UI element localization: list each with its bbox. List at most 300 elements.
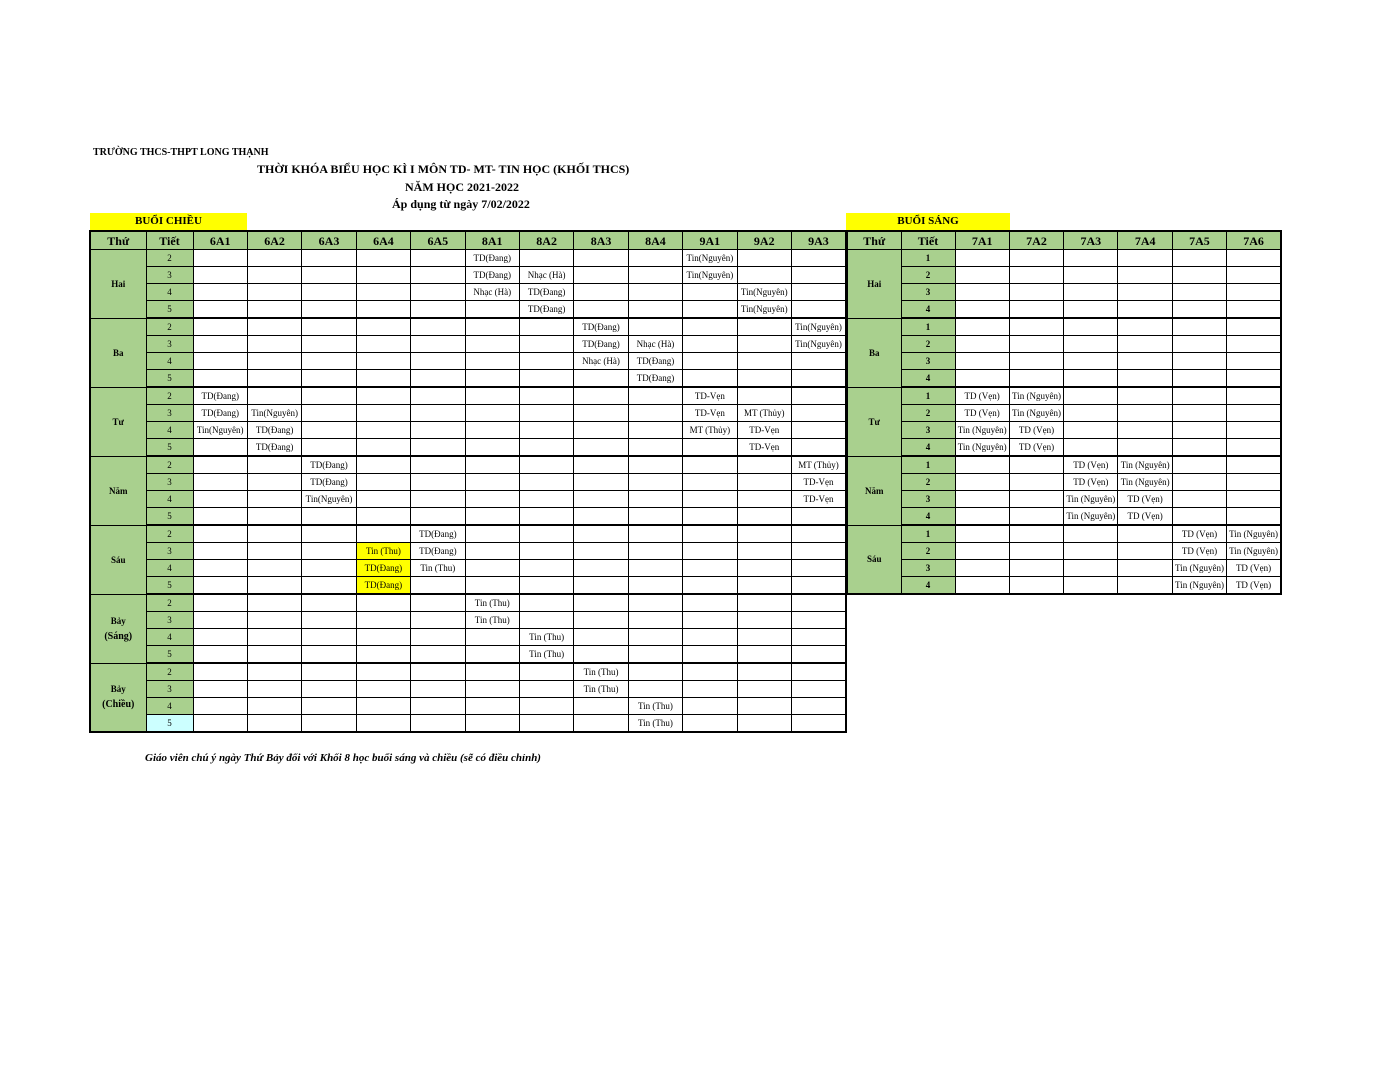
schedule-cell xyxy=(737,560,791,577)
timetable-row xyxy=(847,267,1281,284)
period-cell: 3 xyxy=(146,336,193,353)
schedule-cell: TD(Đang) xyxy=(628,353,682,370)
timetable-row xyxy=(90,508,846,526)
schedule-cell xyxy=(791,508,846,526)
column-header: 8A2 xyxy=(519,231,573,250)
schedule-cell xyxy=(628,594,682,612)
schedule-cell xyxy=(1172,422,1226,439)
schedule-cell: TD(Đang) xyxy=(465,250,519,267)
schedule-cell xyxy=(955,560,1009,577)
schedule-cell xyxy=(1064,422,1118,439)
column-header: 7A5 xyxy=(1172,231,1226,250)
schedule-cell xyxy=(465,715,519,733)
schedule-cell xyxy=(683,594,737,612)
timetable-row xyxy=(90,491,846,508)
schedule-cell xyxy=(791,594,846,612)
schedule-cell: Tin(Nguyên) xyxy=(302,491,356,508)
schedule-cell xyxy=(465,387,519,405)
schedule-cell xyxy=(247,336,301,353)
day-name: Ba xyxy=(868,347,880,358)
schedule-cell xyxy=(1172,267,1226,284)
day-cell xyxy=(90,387,146,456)
column-header: Thứ xyxy=(847,231,901,250)
schedule-cell xyxy=(628,508,682,526)
schedule-cell xyxy=(791,422,846,439)
timetable-row xyxy=(847,560,1281,577)
schedule-cell xyxy=(411,681,465,698)
schedule-cell xyxy=(737,663,791,681)
schedule-cell: Nhạc (Hà) xyxy=(574,353,628,370)
timetable-row xyxy=(90,681,846,698)
column-header: 9A3 xyxy=(791,231,846,250)
schedule-cell: TD (Vẹn) xyxy=(955,387,1009,405)
schedule-cell: TD (Vẹn) xyxy=(1172,525,1226,543)
schedule-cell xyxy=(247,560,301,577)
schedule-cell xyxy=(247,474,301,491)
timetable-row xyxy=(847,525,1281,543)
schedule-cell xyxy=(519,525,573,543)
schedule-cell xyxy=(465,508,519,526)
schedule-cell: MT (Thủy) xyxy=(791,456,846,474)
timetable-row xyxy=(90,370,846,388)
schedule-cell xyxy=(683,698,737,715)
schedule-cell xyxy=(356,612,410,629)
schedule-cell xyxy=(247,456,301,474)
schedule-cell: Tin (Nguyên) xyxy=(955,439,1009,457)
period-cell: 4 xyxy=(146,560,193,577)
schedule-cell xyxy=(791,439,846,457)
schedule-cell xyxy=(193,681,247,698)
schedule-cell xyxy=(302,267,356,284)
schedule-cell xyxy=(247,543,301,560)
schedule-cell xyxy=(737,698,791,715)
schedule-cell xyxy=(193,629,247,646)
schedule-cell: Tin(Nguyên) xyxy=(193,422,247,439)
schedule-cell xyxy=(628,456,682,474)
timetable-row xyxy=(90,284,846,301)
schedule-cell: TD-Vẹn xyxy=(791,474,846,491)
schedule-cell xyxy=(411,301,465,319)
schedule-cell xyxy=(791,284,846,301)
schedule-cell xyxy=(1172,508,1226,526)
schedule-cell xyxy=(574,715,628,733)
schedule-cell xyxy=(519,594,573,612)
schedule-cell xyxy=(791,715,846,733)
schedule-cell: TD(Đang) xyxy=(356,560,410,577)
schedule-cell: Tin(Nguyên) xyxy=(791,336,846,353)
schedule-cell xyxy=(193,250,247,267)
schedule-cell xyxy=(356,318,410,336)
schedule-cell: Tin (Thu) xyxy=(628,698,682,715)
timetable-row xyxy=(847,439,1281,457)
schedule-cell: TD(Đang) xyxy=(574,318,628,336)
schedule-cell xyxy=(302,594,356,612)
schedule-cell xyxy=(574,301,628,319)
day-cell xyxy=(847,250,901,319)
schedule-cell xyxy=(1064,370,1118,388)
schedule-cell xyxy=(356,525,410,543)
schedule-cell xyxy=(465,422,519,439)
schedule-cell xyxy=(519,491,573,508)
schedule-cell xyxy=(628,422,682,439)
timetable-row xyxy=(90,543,846,560)
schedule-cell: TD (Vẹn) xyxy=(1064,474,1118,491)
schedule-cell xyxy=(193,474,247,491)
schedule-cell xyxy=(302,353,356,370)
schedule-cell xyxy=(302,543,356,560)
schedule-cell xyxy=(411,405,465,422)
schedule-cell xyxy=(1009,353,1063,370)
schedule-cell xyxy=(1064,336,1118,353)
schedule-cell xyxy=(628,250,682,267)
schedule-cell xyxy=(737,612,791,629)
schedule-cell xyxy=(247,663,301,681)
schedule-cell: Tin(Nguyên) xyxy=(737,284,791,301)
schedule-cell: TD(Đang) xyxy=(411,525,465,543)
period-cell: 4 xyxy=(146,698,193,715)
schedule-cell xyxy=(1064,560,1118,577)
schedule-cell xyxy=(1009,456,1063,474)
schedule-cell: TD(Đang) xyxy=(411,543,465,560)
schedule-cell xyxy=(683,560,737,577)
schedule-cell xyxy=(247,318,301,336)
schedule-cell xyxy=(683,525,737,543)
schedule-cell xyxy=(1064,267,1118,284)
schedule-cell xyxy=(519,405,573,422)
schedule-cell: Tin (Nguyên) xyxy=(1009,405,1063,422)
schedule-cell xyxy=(683,318,737,336)
schedule-cell xyxy=(302,250,356,267)
period-cell: 1 xyxy=(901,387,955,405)
schedule-cell xyxy=(193,663,247,681)
day-cell xyxy=(847,456,901,525)
schedule-cell xyxy=(465,543,519,560)
schedule-cell xyxy=(737,577,791,595)
schedule-cell xyxy=(247,250,301,267)
schedule-cell xyxy=(1227,284,1281,301)
timetable-row xyxy=(90,612,846,629)
schedule-cell xyxy=(574,491,628,508)
schedule-cell xyxy=(519,422,573,439)
schedule-cell: TD (Vẹn) xyxy=(1009,422,1063,439)
timetable-row xyxy=(90,629,846,646)
schedule-cell xyxy=(574,370,628,388)
schedule-cell xyxy=(302,422,356,439)
schedule-cell: Tin (Thu) xyxy=(356,543,410,560)
schedule-cell xyxy=(1172,405,1226,422)
schedule-cell: TD(Đang) xyxy=(519,301,573,319)
schedule-cell xyxy=(737,491,791,508)
schedule-cell xyxy=(1064,439,1118,457)
timetable-row xyxy=(90,594,846,612)
schedule-cell: Tin (Nguyên) xyxy=(1064,491,1118,508)
day-name: Tư xyxy=(112,416,124,427)
schedule-cell xyxy=(574,250,628,267)
schedule-cell: Tin (Nguyên) xyxy=(1172,560,1226,577)
schedule-cell xyxy=(955,525,1009,543)
schedule-cell xyxy=(1064,250,1118,267)
schedule-cell xyxy=(519,698,573,715)
schedule-cell xyxy=(628,491,682,508)
schedule-cell xyxy=(247,267,301,284)
schedule-cell xyxy=(791,681,846,698)
schedule-cell xyxy=(683,663,737,681)
schedule-cell xyxy=(628,646,682,664)
timetable-row xyxy=(90,267,846,284)
schedule-cell xyxy=(247,629,301,646)
schedule-cell xyxy=(356,715,410,733)
schedule-cell xyxy=(193,560,247,577)
schedule-cell xyxy=(628,612,682,629)
schedule-cell xyxy=(519,387,573,405)
day-cell xyxy=(90,525,146,594)
schedule-cell xyxy=(574,560,628,577)
schedule-cell xyxy=(683,646,737,664)
period-cell: 3 xyxy=(146,405,193,422)
schedule-cell xyxy=(193,577,247,595)
schedule-cell xyxy=(574,612,628,629)
day-name: Sáu xyxy=(110,554,126,565)
schedule-cell xyxy=(193,715,247,733)
schedule-cell xyxy=(737,387,791,405)
schedule-cell xyxy=(1172,250,1226,267)
schedule-cell: TD (Vẹn) xyxy=(1009,439,1063,457)
timetable-row xyxy=(847,250,1281,267)
schedule-cell xyxy=(1118,525,1172,543)
schedule-cell xyxy=(628,284,682,301)
schedule-cell xyxy=(193,318,247,336)
day-name: Hai xyxy=(867,278,882,289)
schedule-cell xyxy=(519,439,573,457)
column-header: 9A1 xyxy=(683,231,737,250)
period-cell: 4 xyxy=(146,422,193,439)
schedule-cell xyxy=(247,284,301,301)
timetable-row xyxy=(90,646,846,664)
schedule-cell xyxy=(356,370,410,388)
schedule-cell: Tin (Thu) xyxy=(411,560,465,577)
schedule-cell xyxy=(411,612,465,629)
day-cell xyxy=(90,456,146,525)
period-cell: 4 xyxy=(901,577,955,595)
schedule-cell xyxy=(955,284,1009,301)
schedule-cell xyxy=(1064,543,1118,560)
schedule-cell xyxy=(356,663,410,681)
schedule-cell xyxy=(683,301,737,319)
schedule-cell xyxy=(302,560,356,577)
timetable-row xyxy=(847,353,1281,370)
schedule-cell xyxy=(1172,353,1226,370)
period-cell: 5 xyxy=(146,370,193,388)
schedule-cell xyxy=(683,456,737,474)
timetable-header-row xyxy=(847,231,1281,250)
schedule-cell xyxy=(302,301,356,319)
schedule-cell xyxy=(356,353,410,370)
schedule-cell: Tin (Nguyên) xyxy=(1118,474,1172,491)
schedule-cell xyxy=(465,698,519,715)
schedule-cell: TD-Vẹn xyxy=(683,387,737,405)
schedule-cell xyxy=(574,646,628,664)
period-cell: 2 xyxy=(146,250,193,267)
schedule-cell xyxy=(1064,353,1118,370)
schedule-cell xyxy=(1009,301,1063,319)
schedule-cell xyxy=(1064,405,1118,422)
schedule-cell xyxy=(737,353,791,370)
schedule-cell: Tin(Nguyên) xyxy=(683,267,737,284)
period-cell: 2 xyxy=(901,543,955,560)
schedule-cell xyxy=(574,508,628,526)
schedule-cell: Tin(Nguyên) xyxy=(791,318,846,336)
schedule-cell xyxy=(302,387,356,405)
schedule-cell xyxy=(1118,543,1172,560)
schedule-cell xyxy=(519,336,573,353)
schedule-cell xyxy=(1172,301,1226,319)
schedule-cell xyxy=(955,370,1009,388)
schedule-cell xyxy=(1227,370,1281,388)
schedule-cell xyxy=(683,629,737,646)
schedule-cell xyxy=(1172,284,1226,301)
schedule-cell: TD(Đang) xyxy=(247,439,301,457)
timetable-row xyxy=(90,663,846,681)
schedule-cell: TD(Đang) xyxy=(574,336,628,353)
schedule-cell xyxy=(247,353,301,370)
schedule-cell xyxy=(955,456,1009,474)
schedule-cell xyxy=(737,646,791,664)
column-header: 7A3 xyxy=(1064,231,1118,250)
day-name: Hai xyxy=(111,278,126,289)
timetable-row xyxy=(847,577,1281,595)
schedule-cell xyxy=(791,612,846,629)
schedule-cell xyxy=(411,422,465,439)
schedule-cell xyxy=(356,646,410,664)
schedule-cell xyxy=(1009,474,1063,491)
schedule-cell xyxy=(247,698,301,715)
schedule-cell xyxy=(1227,353,1281,370)
schedule-cell xyxy=(1172,491,1226,508)
column-header: Tiết xyxy=(146,231,193,250)
timetable-row xyxy=(847,318,1281,336)
column-header: 6A3 xyxy=(302,231,356,250)
schedule-cell xyxy=(1227,422,1281,439)
schedule-cell xyxy=(356,422,410,439)
schedule-cell xyxy=(411,646,465,664)
schedule-cell xyxy=(683,439,737,457)
schedule-cell xyxy=(628,474,682,491)
schedule-cell xyxy=(574,405,628,422)
schedule-cell xyxy=(247,387,301,405)
schedule-cell xyxy=(302,508,356,526)
period-cell: 2 xyxy=(901,474,955,491)
schedule-cell xyxy=(356,456,410,474)
period-cell: 2 xyxy=(146,318,193,336)
column-header: 9A2 xyxy=(737,231,791,250)
schedule-cell xyxy=(193,698,247,715)
timetable-row xyxy=(847,370,1281,388)
period-cell: 3 xyxy=(146,543,193,560)
schedule-cell xyxy=(1118,422,1172,439)
schedule-cell xyxy=(628,577,682,595)
timetable-row xyxy=(90,353,846,370)
schedule-cell xyxy=(519,370,573,388)
schedule-cell xyxy=(411,594,465,612)
schedule-cell xyxy=(791,698,846,715)
day-cell xyxy=(90,318,146,387)
schedule-cell xyxy=(247,491,301,508)
timetable-header-row xyxy=(90,231,846,250)
schedule-cell xyxy=(683,577,737,595)
schedule-cell: TD (Vẹn) xyxy=(1172,543,1226,560)
schedule-cell xyxy=(193,370,247,388)
schedule-cell xyxy=(247,525,301,543)
schedule-cell xyxy=(1227,318,1281,336)
schedule-cell: Tin(Nguyên) xyxy=(683,250,737,267)
schedule-cell xyxy=(955,474,1009,491)
schedule-cell xyxy=(1227,456,1281,474)
period-cell: 3 xyxy=(901,353,955,370)
schedule-cell xyxy=(1227,474,1281,491)
schedule-cell xyxy=(1009,250,1063,267)
schedule-cell xyxy=(574,629,628,646)
schedule-cell xyxy=(465,681,519,698)
timetable-row xyxy=(847,336,1281,353)
period-cell: 2 xyxy=(146,456,193,474)
schedule-cell xyxy=(574,594,628,612)
teacher-note: Giáo viên chú ý ngày Thứ Bảy đối với Khối 8 học buổi sáng và chiều (sẽ có điều chỉnh) xyxy=(145,752,541,764)
schedule-cell: TD-Vẹn xyxy=(791,491,846,508)
schedule-cell xyxy=(193,543,247,560)
schedule-cell: TD(Đang) xyxy=(519,284,573,301)
schedule-cell xyxy=(1227,301,1281,319)
schedule-cell xyxy=(1227,439,1281,457)
schedule-cell: TD(Đang) xyxy=(302,474,356,491)
schedule-cell: Tin (Nguyên) xyxy=(1118,456,1172,474)
column-header: 7A1 xyxy=(955,231,1009,250)
schedule-cell xyxy=(1009,284,1063,301)
period-cell: 5 xyxy=(146,439,193,457)
column-header: 6A4 xyxy=(356,231,410,250)
schedule-cell xyxy=(302,439,356,457)
schedule-cell xyxy=(1227,336,1281,353)
schedule-cell: TD (Vẹn) xyxy=(955,405,1009,422)
schedule-cell: TD (Vẹn) xyxy=(1118,491,1172,508)
timetable-row xyxy=(90,318,846,336)
schedule-cell: Tin(Nguyên) xyxy=(737,301,791,319)
period-cell: 2 xyxy=(901,336,955,353)
schedule-cell xyxy=(628,318,682,336)
schedule-cell xyxy=(302,715,356,733)
period-cell: 5 xyxy=(146,646,193,664)
schedule-cell xyxy=(411,284,465,301)
column-header: 6A5 xyxy=(411,231,465,250)
schedule-cell xyxy=(1227,267,1281,284)
schedule-cell xyxy=(574,474,628,491)
schedule-cell xyxy=(737,370,791,388)
schedule-cell xyxy=(302,663,356,681)
schedule-cell xyxy=(955,250,1009,267)
schedule-cell xyxy=(356,508,410,526)
schedule-cell xyxy=(1172,456,1226,474)
school-name: TRƯỜNG THCS-THPT LONG THẠNH xyxy=(93,147,269,158)
period-cell: 4 xyxy=(146,491,193,508)
schedule-cell: TD(Đang) xyxy=(356,577,410,595)
schedule-cell xyxy=(791,646,846,664)
schedule-cell xyxy=(247,594,301,612)
schedule-cell xyxy=(737,267,791,284)
period-cell: 2 xyxy=(146,387,193,405)
schedule-cell xyxy=(411,370,465,388)
day-name: Bảy xyxy=(110,684,126,695)
schedule-cell xyxy=(193,301,247,319)
schedule-cell xyxy=(356,336,410,353)
